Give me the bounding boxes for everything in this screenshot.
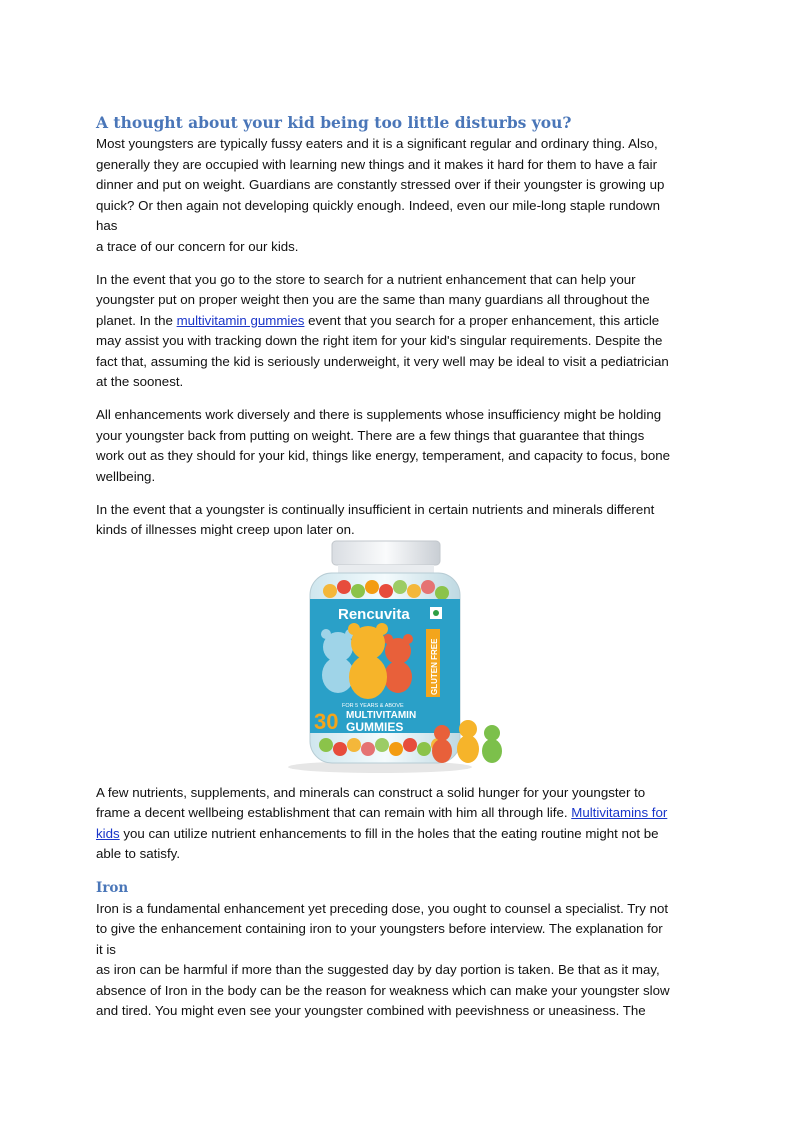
text-fragment: frame a decent wellbeing establishment that can remain with him all through life. (96, 805, 572, 820)
text-line: may assist you with tracking down the right item for your kid's singular requirements. Despite the (96, 333, 663, 348)
gluten-free-text: GLUTEN FREE (430, 638, 439, 695)
text-line: A few nutrients, supplements, and minerals can construct a solid hunger for your youngster to (96, 784, 646, 800)
count-text: 30 (314, 708, 339, 734)
text-line: All enhancements work diversely and there is supplements whose insufficiency might be holding (96, 407, 662, 422)
multivitamin-gummies-link[interactable]: multivitamin gummies (176, 312, 305, 328)
text-line: Iron is a fundamental enhancement yet preceding dose, you ought to counsel a specialist. Try not (96, 900, 669, 916)
paragraph-iron (96, 899, 698, 1022)
paragraph-insufficient (96, 500, 698, 543)
text-line: to give the enhancement containing iron to your youngsters before interview. The explanation for (96, 921, 663, 936)
link-text: kids (96, 825, 120, 841)
text-line: and tired. You might even see your youngster combined with peevishness or uneasiness. The (96, 1003, 646, 1018)
text-line: it is (96, 941, 116, 957)
product-image (96, 543, 698, 783)
age-text: FOR 5 YEARS & ABOVE (342, 702, 404, 709)
text-line: as iron can be harmful if more than the suggested day by day portion is taken. Be that as it may, (96, 962, 660, 977)
text-fragment: you can utilize nutrient enhancements to fill in the holes that the eating routine might not be (119, 825, 659, 841)
text-line-clipped: kinds of illnesses might creep upon later on. (96, 522, 355, 536)
text-line: In the event that a youngster is continually insufficient in certain nutrients and minerals different (96, 501, 655, 517)
text-line: absence of Iron in the body can be the reason for weakness which can make your youngster slow (96, 982, 670, 998)
paragraph-fussy-eaters (96, 134, 698, 257)
text-fragment: planet. In the (96, 312, 177, 328)
text-line: able to satisfy. (96, 846, 181, 861)
text-line: your youngster back from putting on weight. There are a few things that guarantee that things (96, 427, 645, 443)
text-line: Most youngsters are typically fussy eaters and it is a significant regular and ordinary thing. Also, (96, 136, 658, 151)
document-page (96, 112, 698, 1022)
text-line: quick? Or then again not developing quickly enough. Indeed, even our mile-long staple rundown (96, 197, 661, 213)
text-line: fact that, assuming the kid is seriously underweight, it very well may be ideal to visit a pediatrician (96, 353, 669, 369)
paragraph-enhancements (96, 405, 698, 487)
gummy-jar-illustration (280, 539, 520, 775)
text-line: at the soonest. (96, 374, 184, 389)
heading-iron: Iron (96, 879, 129, 896)
text-line: a trace of our concern for our kids. (96, 238, 299, 254)
veg-dot-icon (433, 610, 439, 616)
text-line: wellbeing. (96, 468, 156, 484)
text-line: generally they are occupied with learning new things and it makes it hard for them to have a fair (96, 156, 657, 172)
brand-name: Rencuvita (338, 605, 410, 623)
text-line: youngster put on proper weight then you are the same than many guardians all throughout the (96, 292, 650, 307)
multivitamin-text: MULTIVITAMIN (346, 709, 417, 721)
paragraph-store-search (96, 270, 698, 393)
heading-kid-too-little: A thought about your kid being too little disturbs you? (96, 113, 572, 132)
link-text: Multivitamins for (571, 805, 668, 820)
text-line: work out as they should for your kid, things like energy, temperament, and capacity to focus, bone (96, 448, 671, 463)
loose-bears-icon (432, 720, 502, 763)
text-line: In the event that you go to the store to search for a nutrient enhancement that can help your (96, 271, 636, 287)
jar-cap (332, 541, 440, 565)
gummies-text: GUMMIES (346, 719, 404, 734)
paragraph-few-nutrients (96, 783, 698, 865)
text-line: dinner and put on weight. Guardians are constantly stressed over if their youngster is growing up (96, 177, 665, 192)
text-fragment: event that you search for a proper enhancement, this article (304, 312, 660, 328)
text-line: has (96, 218, 118, 233)
